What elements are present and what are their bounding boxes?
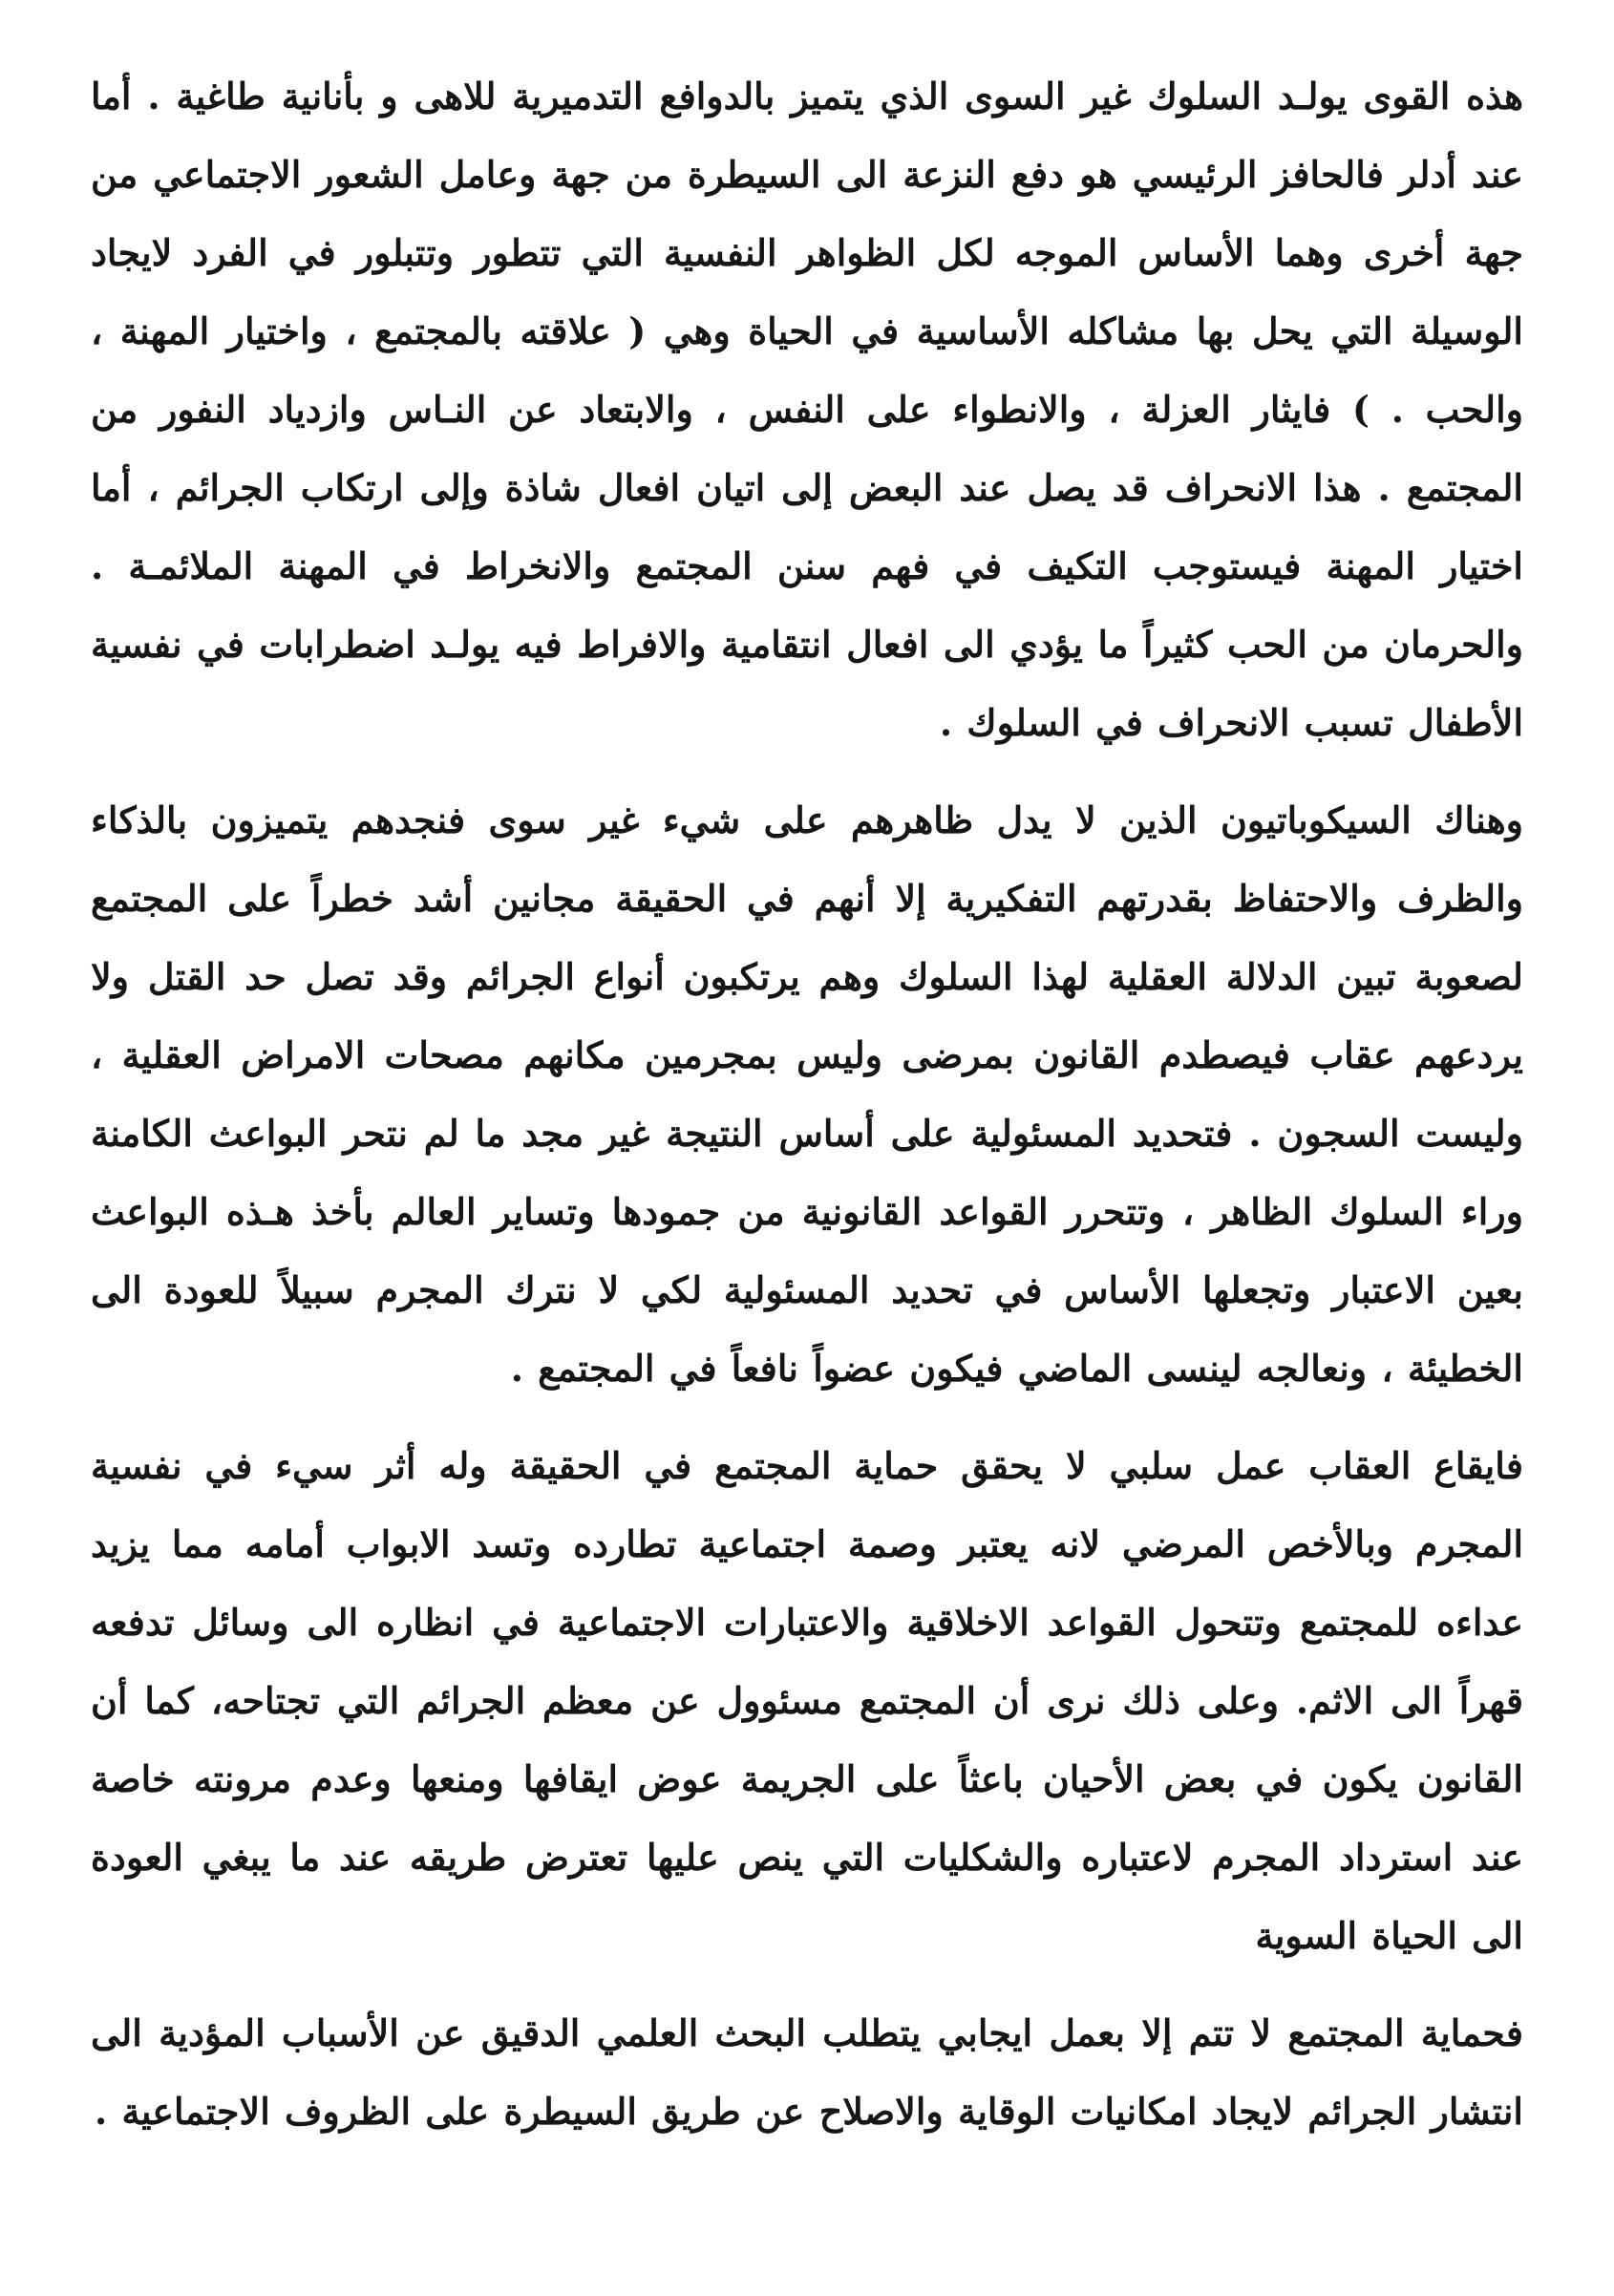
document-page	[91, 57, 1523, 2151]
paragraph-2: وهناك السيكوباتيون الذين لا يدل ظاهرهم على شيء غير سوى فنجدهم يتميزون بالذكاء والظرف والاحتفاظ بقدرتهم التفكيرية إلا أنهم في الحقيقة مجانين أشد خطراً على المجتمع لصعوبة تبين الدلالة العقلية لهذا السلوك وهم يرتكبون أنواع الجرائم وقد تصل حد القتل ولا يردعهم عقاب فيصطدم القانون بمرضى وليس بمجرمين مكانهم مصحات الامراض العقلية ، وليست السجون . فتحديد المسئولية على أساس النتيجة غير مجد ما لم نتحر البواعث الكامنة وراء السلوك الظاهر ، وتتحرر القواعد القانونية من جمودها وتساير العالم بأخذ هـذه البواعث بعين الاعتبار وتجعلها الأساس في تحديد المسئولية لكي لا نترك المجرم سبيلاً للعودة الى الخطيئة ، ونعالجه لينسى الماضي فيكون عضواً نافعاً في المجتمع .	[91, 798, 1523, 1390]
paragraph-4: فحماية المجتمع لا تتم إلا بعمل ايجابي يتطلب البحث العلمي الدقيق عن الأسباب المؤدية الى انتشار الجرائم لايجاد امكانيات الوقاية والاصلاح عن طريق السيطرة على الظروف الاجتماعية .	[91, 2011, 1523, 2133]
paragraph-3: فايقاع العقاب عمل سلبي لا يحقق حماية المجتمع في الحقيقة وله أثر سيء في نفسية المجرم وبالأخص المرضي لانه يعتبر وصمة اجتماعية تطارده وتسد الابواب أمامه مما يزيد عداءه للمجتمع وتتحول القواعد الاخلاقية والاعتبارات الاجتماعية في انظاره الى وسائل تدفعه قهراً الى الاثم. وعلى ذلك نرى أن المجتمع مسئوول عن معظم الجرائم التي تجتاحه، كما أن القانون يكون في بعض الأحيان باعثاً على الجريمة عوض ايقافها ومنعها وعدم مرونته خاصة عند استرداد المجرم لاعتباره والشكليات التي ينص عليها تعترض طريقه عند ما يبغي العودة الى الحياة السوية	[91, 1444, 1523, 1957]
paragraph-1: هذه القوى يولـد السلوك غير السوى الذي يتميز بالدوافع التدميرية للاهى و بأنانية طاغية . أما عند أدلر فالحافز الرئيسي هو دفع النزعة الى السيطرة من جهة وعامل الشعور الاجتماعي من جهة أخرى وهما الأساس الموجه لكل الظواهر النفسية التي تتطور وتتبلور في الفرد لايجاد الوسيلة التي يحل بها مشاكله الأساسية في الحياة وهي ( علاقته بالمجتمع ، واختيار المهنة ، والحب . ) فايثار العزلة ، والانطواء على النفس ، والابتعاد عن النـاس وازدياد النفور من المجتمع . هذا الانحراف قد يصل عند البعض إلى اتيان افعال شاذة وإلى ارتكاب الجرائم ، أما اختيار المهنة فيستوجب التكيف في فهم سنن المجتمع والانخراط في المهنة الملائمـة . والحرمان من الحب كثيراً ما يؤدي الى افعال انتقامية والافراط فيه يولـد اضطرابات في نفسية الأطفال تسبب الانحراف في السلوك .	[91, 74, 1523, 744]
